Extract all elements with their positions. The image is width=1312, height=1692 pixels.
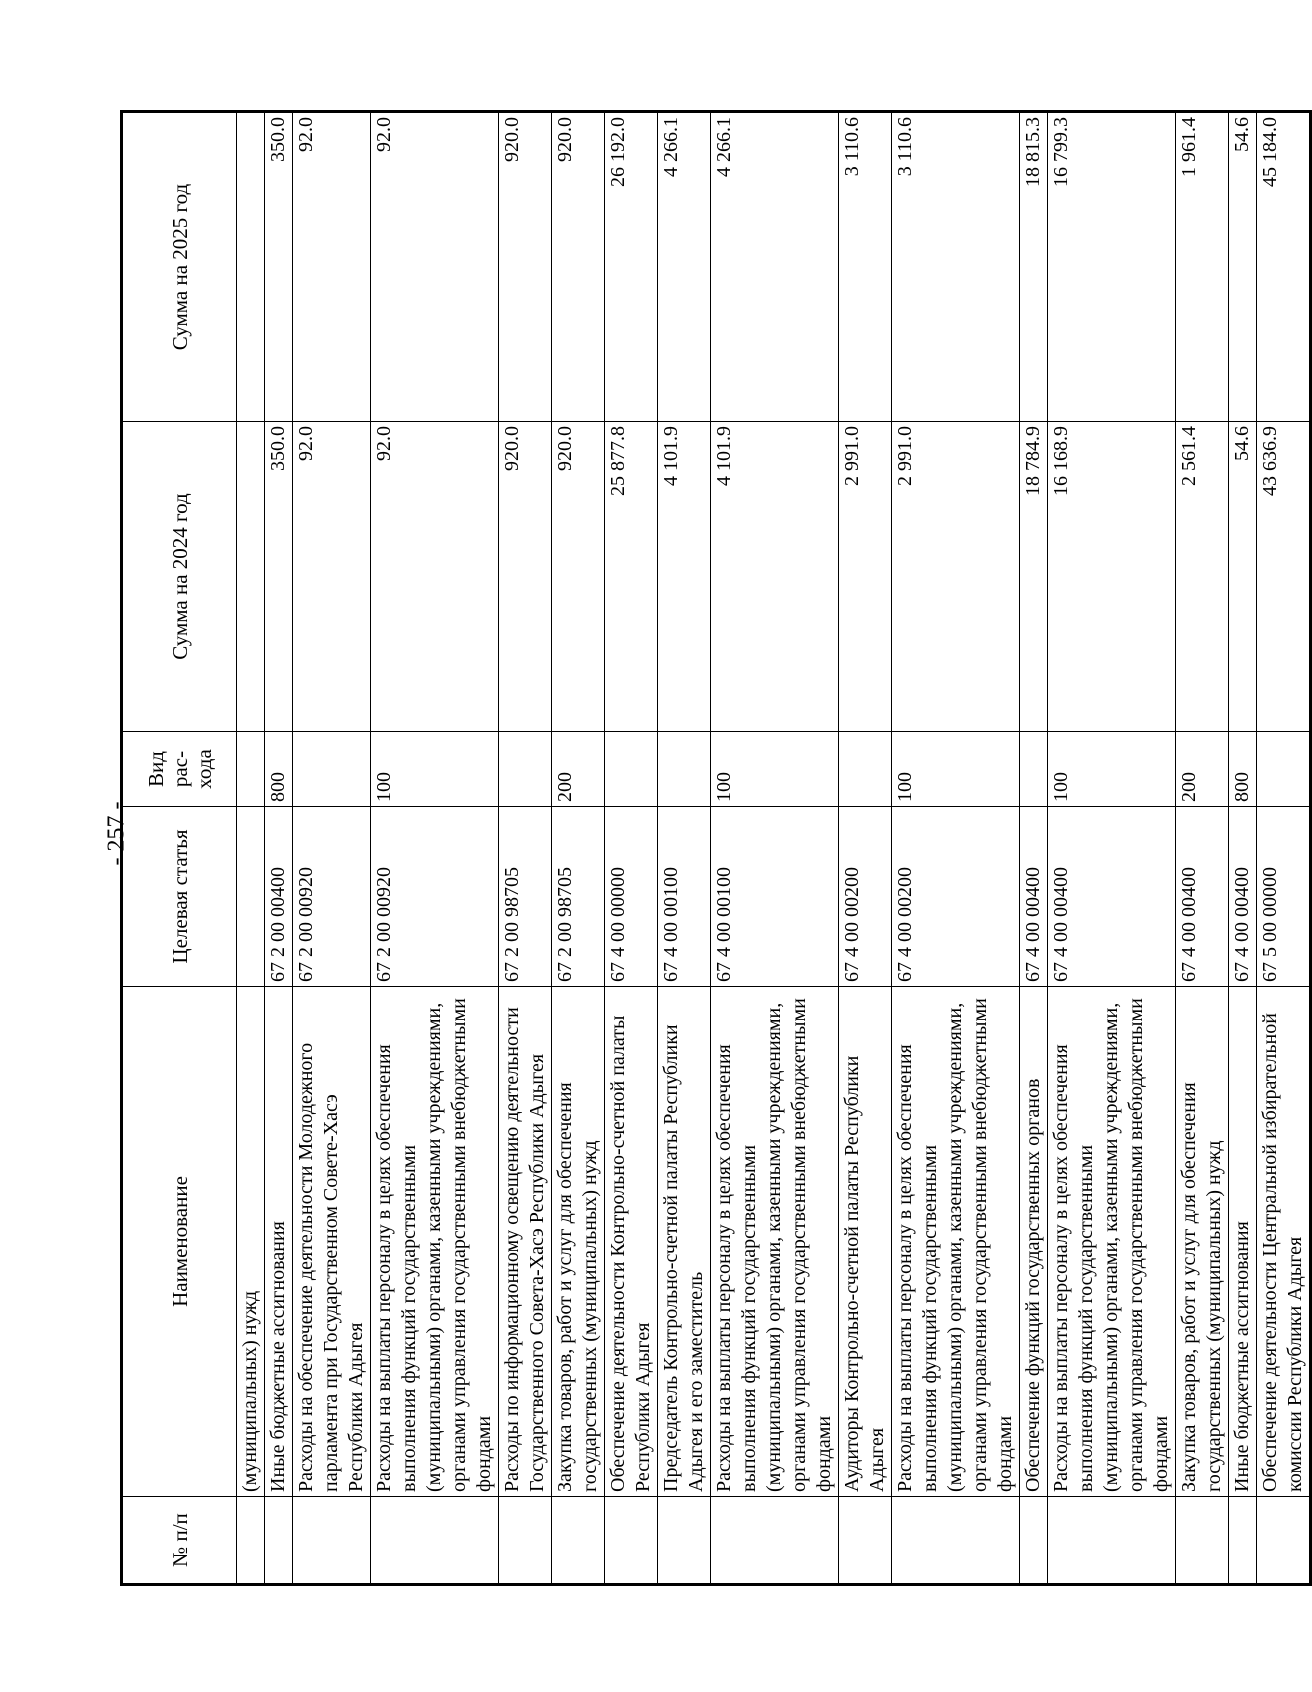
row-sum-2025-cell: 18 815.3 bbox=[1020, 112, 1048, 422]
row-sum-2024-cell: 43 636.9 bbox=[1257, 422, 1311, 732]
table-body bbox=[237, 112, 1311, 1585]
row-sum-2024-cell: 350.0 bbox=[265, 422, 293, 732]
row-number-cell bbox=[1048, 1497, 1176, 1585]
row-code-cell: 67 4 00 00400 bbox=[1020, 807, 1048, 987]
row-code-cell: 67 4 00 00200 bbox=[892, 807, 1020, 987]
budget-table-container bbox=[120, 113, 1306, 1586]
row-expense-type-cell bbox=[237, 732, 265, 807]
table-row bbox=[499, 112, 552, 1585]
table-row bbox=[237, 112, 265, 1585]
row-code-cell: 67 4 00 00100 bbox=[658, 807, 711, 987]
row-code-cell: 67 4 00 00400 bbox=[1048, 807, 1176, 987]
row-name-cell: Расходы по информационному освещению деятельности Государственного Совета-Хасэ Республики Адыгея bbox=[499, 987, 552, 1497]
row-number-cell bbox=[499, 1497, 552, 1585]
row-number-cell bbox=[605, 1497, 658, 1585]
row-sum-2025-cell: 26 192.0 bbox=[605, 112, 658, 422]
row-expense-type-cell bbox=[839, 732, 892, 807]
table-row bbox=[265, 112, 293, 1585]
row-code-cell: 67 2 00 98705 bbox=[552, 807, 605, 987]
row-sum-2024-cell: 2 991.0 bbox=[892, 422, 1020, 732]
header-sum-2025: Сумма на 2025 год bbox=[122, 112, 237, 422]
row-sum-2024-cell bbox=[237, 422, 265, 732]
table-row bbox=[1176, 112, 1229, 1585]
table-row bbox=[552, 112, 605, 1585]
row-number-cell bbox=[711, 1497, 839, 1585]
row-name-cell: Расходы на выплаты персоналу в целях обеспечения выполнения функций государственными (муниципальными) органами, казенными учреждениями, органами управления государственными внебюджетными фондами bbox=[1048, 987, 1176, 1497]
row-code-cell bbox=[237, 807, 265, 987]
row-expense-type-cell: 800 bbox=[1229, 732, 1257, 807]
row-number-cell bbox=[293, 1497, 371, 1585]
header-row bbox=[122, 112, 237, 1585]
row-number-cell bbox=[1176, 1497, 1229, 1585]
row-name-cell: Обеспечение деятельности Центральной избирательной комиссии Республики Адыгея bbox=[1257, 987, 1311, 1497]
row-number-cell bbox=[892, 1497, 1020, 1585]
row-sum-2025-cell: 920.0 bbox=[552, 112, 605, 422]
row-number-cell bbox=[371, 1497, 499, 1585]
row-code-cell: 67 4 00 00200 bbox=[839, 807, 892, 987]
table-row bbox=[1257, 112, 1311, 1585]
row-sum-2025-cell: 1 961.4 bbox=[1176, 112, 1229, 422]
row-sum-2025-cell: 4 266.1 bbox=[711, 112, 839, 422]
row-expense-type-cell: 200 bbox=[552, 732, 605, 807]
row-number-cell bbox=[1257, 1497, 1311, 1585]
table-row bbox=[293, 112, 371, 1585]
row-expense-type-cell: 100 bbox=[892, 732, 1020, 807]
row-sum-2025-cell: 350.0 bbox=[265, 112, 293, 422]
row-expense-type-cell: 800 bbox=[265, 732, 293, 807]
row-sum-2024-cell: 920.0 bbox=[499, 422, 552, 732]
row-number-cell bbox=[265, 1497, 293, 1585]
header-name: Наименование bbox=[122, 987, 237, 1497]
row-name-cell: Иные бюджетные ассигнования bbox=[1229, 987, 1257, 1497]
row-name-cell: Обеспечение деятельности Контрольно-счетной палаты Республики Адыгея bbox=[605, 987, 658, 1497]
row-sum-2024-cell: 4 101.9 bbox=[711, 422, 839, 732]
row-sum-2025-cell: 92.0 bbox=[293, 112, 371, 422]
budget-table bbox=[120, 110, 1312, 1586]
row-sum-2025-cell: 45 184.0 bbox=[1257, 112, 1311, 422]
row-code-cell: 67 2 00 00920 bbox=[371, 807, 499, 987]
row-name-cell: Расходы на выплаты персоналу в целях обеспечения выполнения функций государственными (муниципальными) органами, казенными учреждениями, органами управления государственными внебюджетными фондами bbox=[711, 987, 839, 1497]
row-code-cell: 67 4 00 00400 bbox=[1176, 807, 1229, 987]
row-name-cell: Расходы на обеспечение деятельности Молодежного парламента при Государственном Совете-Хасэ Республики Адыгея bbox=[293, 987, 371, 1497]
row-name-cell: (муниципальных) нужд bbox=[237, 987, 265, 1497]
row-sum-2024-cell: 92.0 bbox=[371, 422, 499, 732]
row-expense-type-cell bbox=[605, 732, 658, 807]
table-row bbox=[839, 112, 892, 1585]
table-row bbox=[371, 112, 499, 1585]
row-code-cell: 67 4 00 00400 bbox=[1229, 807, 1257, 987]
table-row bbox=[711, 112, 839, 1585]
row-expense-type-cell bbox=[658, 732, 711, 807]
row-expense-type-cell: 100 bbox=[711, 732, 839, 807]
row-code-cell: 67 5 00 00000 bbox=[1257, 807, 1311, 987]
row-number-cell bbox=[552, 1497, 605, 1585]
row-name-cell: Обеспечение функций государственных органов bbox=[1020, 987, 1048, 1497]
row-sum-2025-cell: 4 266.1 bbox=[658, 112, 711, 422]
row-sum-2024-cell: 54.6 bbox=[1229, 422, 1257, 732]
row-sum-2025-cell: 3 110.6 bbox=[839, 112, 892, 422]
row-name-cell: Закупка товаров, работ и услуг для обеспечения государственных (муниципальных) нужд bbox=[1176, 987, 1229, 1497]
row-name-cell: Председатель Контрольно-счетной палаты Республики Адыгея и его заместитель bbox=[658, 987, 711, 1497]
row-sum-2025-cell: 54.6 bbox=[1229, 112, 1257, 422]
row-number-cell bbox=[1229, 1497, 1257, 1585]
row-number-cell bbox=[839, 1497, 892, 1585]
row-sum-2025-cell: 3 110.6 bbox=[892, 112, 1020, 422]
row-expense-type-cell bbox=[293, 732, 371, 807]
row-number-cell bbox=[237, 1497, 265, 1585]
row-sum-2024-cell: 25 877.8 bbox=[605, 422, 658, 732]
header-type: Вид рас-хода bbox=[122, 732, 237, 807]
row-code-cell: 67 4 00 00000 bbox=[605, 807, 658, 987]
row-expense-type-cell: 200 bbox=[1176, 732, 1229, 807]
table-row bbox=[1048, 112, 1176, 1585]
row-code-cell: 67 4 00 00100 bbox=[711, 807, 839, 987]
header-code: Целевая статья bbox=[122, 807, 237, 987]
row-name-cell: Расходы на выплаты персоналу в целях обеспечения выполнения функций государственными (муниципальными) органами, казенными учреждениями, органами управления государственными внебюджетными фондами bbox=[371, 987, 499, 1497]
table-row bbox=[658, 112, 711, 1585]
table-row bbox=[605, 112, 658, 1585]
row-expense-type-cell bbox=[1257, 732, 1311, 807]
row-sum-2025-cell: 920.0 bbox=[499, 112, 552, 422]
row-name-cell: Расходы на выплаты персоналу в целях обеспечения выполнения функций государственными (муниципальными) органами, казенными учреждениями, органами управления государственными внебюджетными фондами bbox=[892, 987, 1020, 1497]
row-sum-2024-cell: 2 561.4 bbox=[1176, 422, 1229, 732]
row-sum-2024-cell: 2 991.0 bbox=[839, 422, 892, 732]
table-row bbox=[1229, 112, 1257, 1585]
header-no: № п/п bbox=[122, 1497, 237, 1585]
row-name-cell: Аудиторы Контрольно-счетной палаты Республики Адыгея bbox=[839, 987, 892, 1497]
table-row bbox=[892, 112, 1020, 1585]
row-code-cell: 67 2 00 98705 bbox=[499, 807, 552, 987]
row-expense-type-cell: 100 bbox=[371, 732, 499, 807]
row-expense-type-cell bbox=[1020, 732, 1048, 807]
row-sum-2024-cell: 92.0 bbox=[293, 422, 371, 732]
row-sum-2025-cell bbox=[237, 112, 265, 422]
row-code-cell: 67 2 00 00920 bbox=[293, 807, 371, 987]
table-row bbox=[1020, 112, 1048, 1585]
row-sum-2024-cell: 18 784.9 bbox=[1020, 422, 1048, 732]
row-expense-type-cell bbox=[499, 732, 552, 807]
row-name-cell: Закупка товаров, работ и услуг для обеспечения государственных (муниципальных) нужд bbox=[552, 987, 605, 1497]
row-sum-2025-cell: 92.0 bbox=[371, 112, 499, 422]
row-sum-2024-cell: 920.0 bbox=[552, 422, 605, 732]
row-sum-2025-cell: 16 799.3 bbox=[1048, 112, 1176, 422]
row-sum-2024-cell: 16 168.9 bbox=[1048, 422, 1176, 732]
page-number: - 257 - bbox=[103, 801, 130, 866]
row-number-cell bbox=[1020, 1497, 1048, 1585]
row-code-cell: 67 2 00 00400 bbox=[265, 807, 293, 987]
row-name-cell: Иные бюджетные ассигнования bbox=[265, 987, 293, 1497]
row-sum-2024-cell: 4 101.9 bbox=[658, 422, 711, 732]
row-number-cell bbox=[658, 1497, 711, 1585]
row-expense-type-cell: 100 bbox=[1048, 732, 1176, 807]
header-sum-2024: Сумма на 2024 год bbox=[122, 422, 237, 732]
